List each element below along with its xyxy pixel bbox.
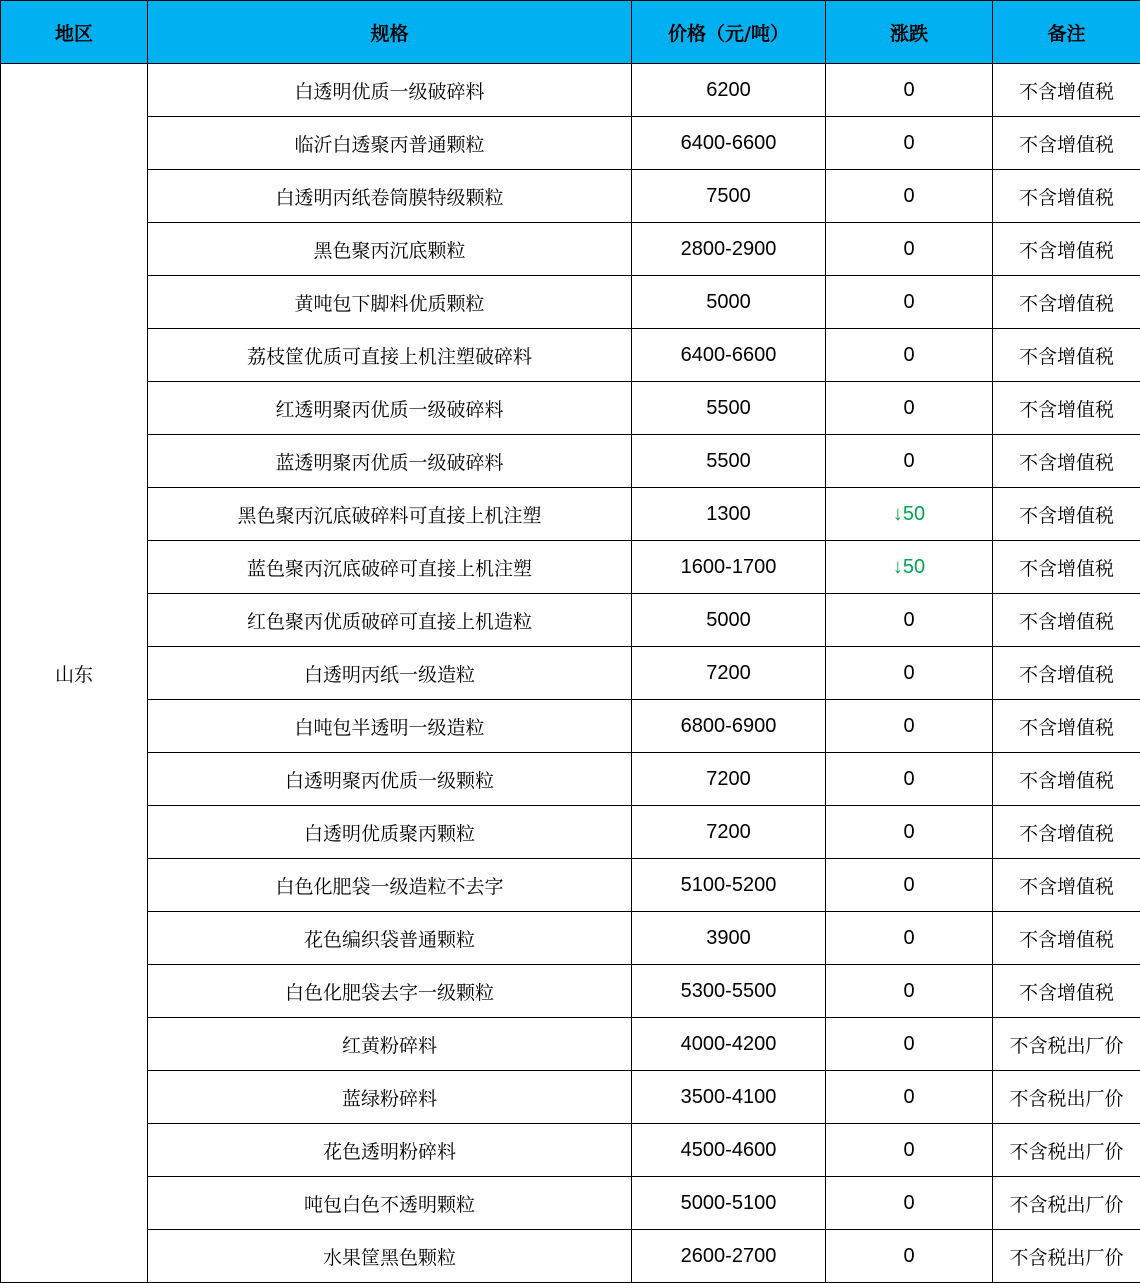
note-cell: 不含增值税 (993, 912, 1140, 965)
price-cell: 1600-1700 (632, 541, 826, 594)
change-cell: 0 (826, 1230, 993, 1283)
price-cell: 7200 (632, 753, 826, 806)
change-cell: ↓50 (826, 488, 993, 541)
price-cell: 6400-6600 (632, 329, 826, 382)
table-row (1, 965, 1140, 1018)
note-cell: 不含增值税 (993, 859, 1140, 912)
price-cell: 5000-5100 (632, 1177, 826, 1230)
price-cell: 7200 (632, 647, 826, 700)
change-cell: 0 (826, 647, 993, 700)
table-row (1, 1018, 1140, 1071)
price-cell: 5300-5500 (632, 965, 826, 1018)
table-row (1, 1071, 1140, 1124)
table-row (1, 647, 1140, 700)
price-cell: 1300 (632, 488, 826, 541)
spec-cell: 白透明优质一级破碎料 (148, 64, 632, 117)
table-row (1, 541, 1140, 594)
table-row (1, 223, 1140, 276)
change-cell: 0 (826, 223, 993, 276)
price-cell: 5500 (632, 382, 826, 435)
note-cell: 不含税出厂价 (993, 1177, 1140, 1230)
spec-cell: 白透明优质聚丙颗粒 (148, 806, 632, 859)
change-cell: 0 (826, 276, 993, 329)
change-cell: 0 (826, 1018, 993, 1071)
table-row (1, 912, 1140, 965)
price-cell: 4000-4200 (632, 1018, 826, 1071)
note-cell: 不含增值税 (993, 223, 1140, 276)
note-cell: 不含税出厂价 (993, 1124, 1140, 1177)
note-cell: 不含增值税 (993, 806, 1140, 859)
note-cell: 不含增值税 (993, 435, 1140, 488)
change-cell: 0 (826, 117, 993, 170)
change-cell: 0 (826, 329, 993, 382)
table-row (1, 435, 1140, 488)
table-row (1, 276, 1140, 329)
price-cell: 3900 (632, 912, 826, 965)
change-cell: 0 (826, 64, 993, 117)
table-row (1, 329, 1140, 382)
table-row (1, 806, 1140, 859)
note-cell: 不含税出厂价 (993, 1230, 1140, 1283)
price-cell: 6400-6600 (632, 117, 826, 170)
price-cell: 7500 (632, 170, 826, 223)
table-row (1, 488, 1140, 541)
change-cell: 0 (826, 1124, 993, 1177)
note-cell: 不含增值税 (993, 329, 1140, 382)
spec-cell: 白吨包半透明一级造粒 (148, 700, 632, 753)
spec-cell: 红透明聚丙优质一级破碎料 (148, 382, 632, 435)
spec-cell: 红黄粉碎料 (148, 1018, 632, 1071)
header-note: 备注 (993, 1, 1140, 64)
change-cell: 0 (826, 382, 993, 435)
note-cell: 不含增值税 (993, 753, 1140, 806)
spec-cell: 黑色聚丙沉底颗粒 (148, 223, 632, 276)
price-cell: 2600-2700 (632, 1230, 826, 1283)
table-row (1, 700, 1140, 753)
spec-cell: 吨包白色不透明颗粒 (148, 1177, 632, 1230)
change-cell: 0 (826, 806, 993, 859)
spec-cell: 水果筐黑色颗粒 (148, 1230, 632, 1283)
spec-cell: 黄吨包下脚料优质颗粒 (148, 276, 632, 329)
note-cell: 不含增值税 (993, 594, 1140, 647)
change-cell: 0 (826, 700, 993, 753)
price-cell: 4500-4600 (632, 1124, 826, 1177)
note-cell: 不含增值税 (993, 64, 1140, 117)
note-cell: 不含增值税 (993, 170, 1140, 223)
table-row (1, 859, 1140, 912)
spec-cell: 黑色聚丙沉底破碎料可直接上机注塑 (148, 488, 632, 541)
price-cell: 5100-5200 (632, 859, 826, 912)
price-cell: 5500 (632, 435, 826, 488)
change-cell: 0 (826, 859, 993, 912)
header-region: 地区 (1, 1, 148, 64)
spec-cell: 白透明丙纸卷筒膜特级颗粒 (148, 170, 632, 223)
spec-cell: 白色化肥袋去字一级颗粒 (148, 965, 632, 1018)
header-price: 价格（元/吨） (632, 1, 826, 64)
change-cell: 0 (826, 170, 993, 223)
table-row (1, 753, 1140, 806)
spec-cell: 花色编织袋普通颗粒 (148, 912, 632, 965)
price-cell: 6800-6900 (632, 700, 826, 753)
change-cell: 0 (826, 1177, 993, 1230)
spec-cell: 白色化肥袋一级造粒不去字 (148, 859, 632, 912)
spec-cell: 蓝绿粉碎料 (148, 1071, 632, 1124)
note-cell: 不含增值税 (993, 382, 1140, 435)
note-cell: 不含增值税 (993, 276, 1140, 329)
note-cell: 不含增值税 (993, 488, 1140, 541)
region-cell: 山东 (1, 64, 148, 1283)
change-cell: 0 (826, 753, 993, 806)
table-row (1, 1230, 1140, 1283)
spec-cell: 蓝透明聚丙优质一级破碎料 (148, 435, 632, 488)
price-cell: 7200 (632, 806, 826, 859)
table-row (1, 1124, 1140, 1177)
table-body (1, 64, 1140, 1283)
spec-cell: 临沂白透聚丙普通颗粒 (148, 117, 632, 170)
note-cell: 不含增值税 (993, 541, 1140, 594)
table-row (1, 1177, 1140, 1230)
table-row (1, 117, 1140, 170)
note-cell: 不含增值税 (993, 700, 1140, 753)
header-spec: 规格 (148, 1, 632, 64)
note-cell: 不含增值税 (993, 965, 1140, 1018)
note-cell: 不含税出厂价 (993, 1071, 1140, 1124)
spec-cell: 白透明聚丙优质一级颗粒 (148, 753, 632, 806)
change-cell: 0 (826, 965, 993, 1018)
price-cell: 6200 (632, 64, 826, 117)
note-cell: 不含税出厂价 (993, 1018, 1140, 1071)
spec-cell: 蓝色聚丙沉底破碎可直接上机注塑 (148, 541, 632, 594)
note-cell: 不含增值税 (993, 647, 1140, 700)
spec-cell: 白透明丙纸一级造粒 (148, 647, 632, 700)
spec-cell: 红色聚丙优质破碎可直接上机造粒 (148, 594, 632, 647)
spec-cell: 荔枝筐优质可直接上机注塑破碎料 (148, 329, 632, 382)
change-cell: 0 (826, 912, 993, 965)
spec-cell: 花色透明粉碎料 (148, 1124, 632, 1177)
price-cell: 5000 (632, 276, 826, 329)
change-cell: ↓50 (826, 541, 993, 594)
change-cell: 0 (826, 435, 993, 488)
table-row (1, 594, 1140, 647)
price-cell: 2800-2900 (632, 223, 826, 276)
change-cell: 0 (826, 594, 993, 647)
note-cell: 不含增值税 (993, 117, 1140, 170)
price-cell: 5000 (632, 594, 826, 647)
change-cell: 0 (826, 1071, 993, 1124)
table-row (1, 382, 1140, 435)
header-change: 涨跌 (826, 1, 993, 64)
table-row (1, 170, 1140, 223)
header-row (1, 1, 1140, 64)
price-cell: 3500-4100 (632, 1071, 826, 1124)
table-row (1, 64, 1140, 117)
